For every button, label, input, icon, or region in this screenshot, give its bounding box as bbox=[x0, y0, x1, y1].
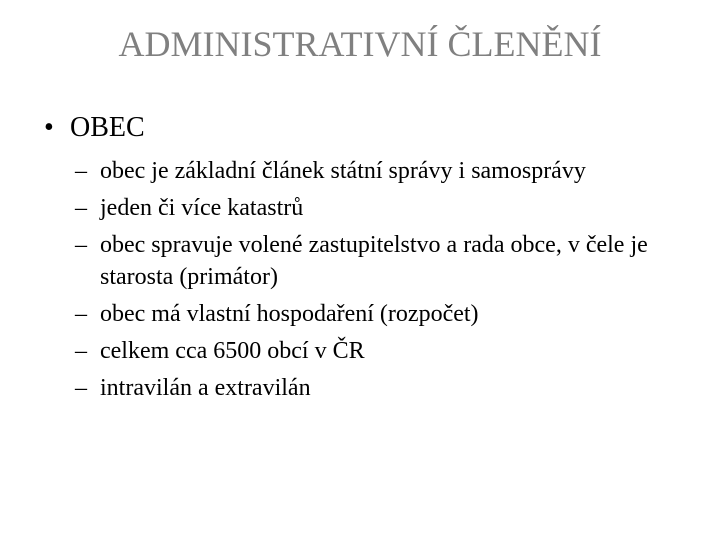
sub-bullet-list bbox=[75, 155, 695, 409]
sub-bullet-item bbox=[75, 229, 695, 293]
sub-bullet-item bbox=[75, 155, 695, 187]
sub-bullet-text: intravilán a extravilán bbox=[100, 375, 311, 401]
sub-bullet-text: obec má vlastní hospodaření (rozpočet) bbox=[100, 301, 479, 327]
sub-bullet-item bbox=[75, 335, 695, 367]
dash-marker: – bbox=[75, 375, 87, 401]
sub-bullet-item bbox=[75, 192, 695, 224]
bullet-text: OBEC bbox=[70, 112, 145, 143]
sub-bullet-item bbox=[75, 298, 695, 330]
dash-marker: – bbox=[75, 338, 87, 364]
sub-bullet-text: jeden či více katastrů bbox=[100, 195, 304, 221]
dash-marker: – bbox=[75, 195, 87, 221]
slide-title: ADMINISTRATIVNÍ ČLENĚNÍ bbox=[118, 24, 602, 64]
bullet-obec bbox=[44, 110, 145, 146]
dash-marker: – bbox=[75, 301, 87, 327]
sub-bullet-text: obec je základní článek státní správy i samosprávy bbox=[100, 158, 586, 184]
sub-bullet-text: obec spravuje volené zastupitelstvo a rada obce, v čele je starosta (primátor) bbox=[100, 232, 648, 290]
sub-bullet-text: celkem cca 6500 obcí v ČR bbox=[100, 338, 365, 364]
bullet-marker: • bbox=[44, 112, 54, 143]
sub-bullet-item bbox=[75, 372, 695, 404]
dash-marker: – bbox=[75, 232, 87, 258]
dash-marker: – bbox=[75, 158, 87, 184]
